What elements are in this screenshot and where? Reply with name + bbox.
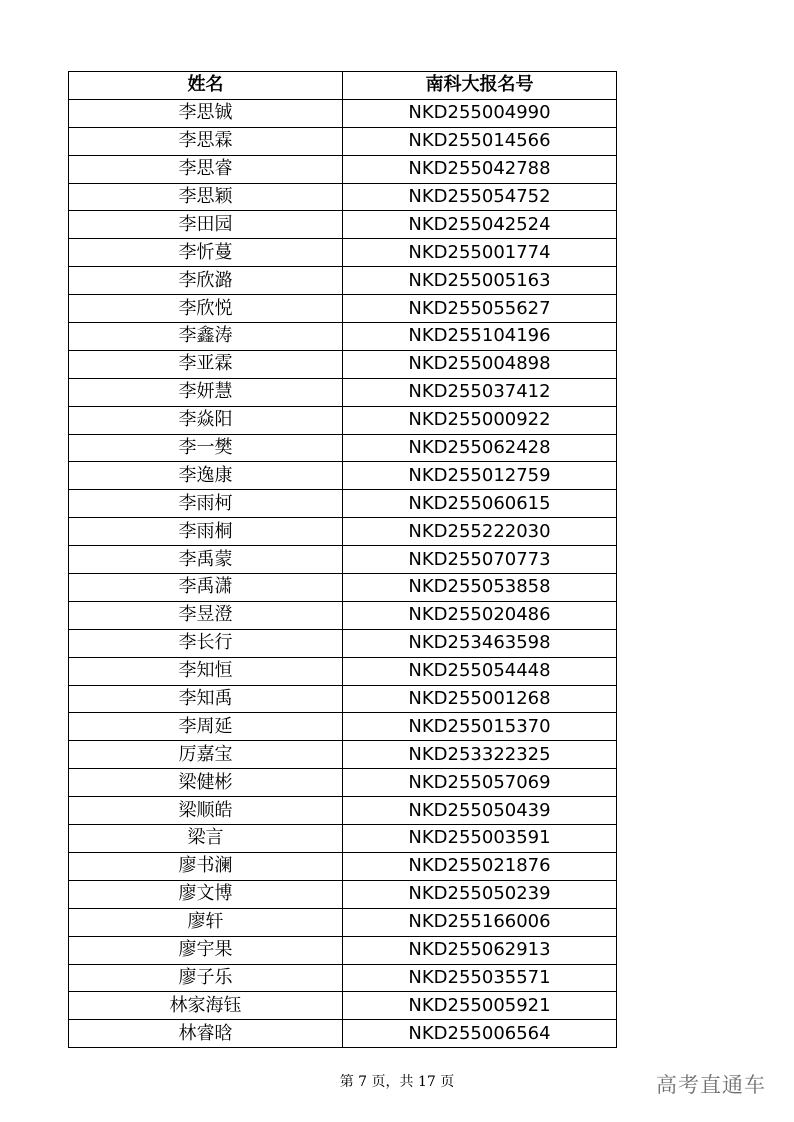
cell-registration-number: NKD255035571: [343, 964, 617, 992]
cell-name: 李长行: [69, 629, 343, 657]
cell-registration-number: NKD253322325: [343, 741, 617, 769]
cell-registration-number: NKD255037412: [343, 378, 617, 406]
cell-name: 李鑫涛: [69, 323, 343, 351]
cell-registration-number: NKD255001268: [343, 685, 617, 713]
table-row: [69, 713, 617, 741]
cell-registration-number: NKD255001774: [343, 239, 617, 267]
cell-name: 林家海钰: [69, 992, 343, 1020]
cell-name: 李知恒: [69, 657, 343, 685]
cell-name: 廖文博: [69, 880, 343, 908]
table-row: [69, 1020, 617, 1048]
table-row: [69, 490, 617, 518]
cell-name: 李欣悦: [69, 295, 343, 323]
table-row: [69, 908, 617, 936]
cell-name: 廖轩: [69, 908, 343, 936]
table-header: [69, 72, 617, 100]
cell-name: 李雨柯: [69, 490, 343, 518]
cell-registration-number: NKD255104196: [343, 323, 617, 351]
header-name: 姓名: [69, 72, 343, 100]
cell-name: 李妍慧: [69, 378, 343, 406]
cell-registration-number: NKD255050439: [343, 797, 617, 825]
table-row: [69, 406, 617, 434]
cell-registration-number: NKD255054448: [343, 657, 617, 685]
cell-registration-number: NKD255014566: [343, 127, 617, 155]
table-row: [69, 267, 617, 295]
cell-registration-number: NKD255042788: [343, 155, 617, 183]
table-body: [69, 99, 617, 1047]
table-row: [69, 462, 617, 490]
cell-name: 李一樊: [69, 434, 343, 462]
table-row: [69, 323, 617, 351]
table-row: [69, 295, 617, 323]
cell-registration-number: NKD255021876: [343, 852, 617, 880]
cell-name: 李禹蒙: [69, 546, 343, 574]
table-row: [69, 211, 617, 239]
table-row: [69, 741, 617, 769]
cell-name: 梁言: [69, 825, 343, 853]
cell-registration-number: NKD255060615: [343, 490, 617, 518]
cell-registration-number: NKD255004990: [343, 99, 617, 127]
cell-registration-number: NKD255000922: [343, 406, 617, 434]
table-row: [69, 769, 617, 797]
cell-name: 梁顺皓: [69, 797, 343, 825]
table-row: [69, 601, 617, 629]
table-row: [69, 825, 617, 853]
page-number: 第 7 页，共 17 页: [339, 1074, 455, 1090]
cell-registration-number: NKD255015370: [343, 713, 617, 741]
table-row: [69, 629, 617, 657]
table-row: [69, 99, 617, 127]
table-row: [69, 936, 617, 964]
cell-registration-number: NKD255006564: [343, 1020, 617, 1048]
table-row: [69, 350, 617, 378]
cell-name: 李思颖: [69, 183, 343, 211]
cell-registration-number: NKD255055627: [343, 295, 617, 323]
cell-name: 梁健彬: [69, 769, 343, 797]
roster-table: [68, 71, 617, 1048]
cell-registration-number: NKD255004898: [343, 350, 617, 378]
cell-registration-number: NKD255042524: [343, 211, 617, 239]
cell-registration-number: NKD255005163: [343, 267, 617, 295]
table-row: [69, 434, 617, 462]
cell-registration-number: NKD255070773: [343, 546, 617, 574]
table-row: [69, 546, 617, 574]
cell-name: 李思铖: [69, 99, 343, 127]
header-registration-number: 南科大报名号: [343, 72, 617, 100]
cell-registration-number: NKD253463598: [343, 629, 617, 657]
table-row: [69, 880, 617, 908]
cell-name: 李雨桐: [69, 518, 343, 546]
table-row: [69, 155, 617, 183]
cell-registration-number: NKD255012759: [343, 462, 617, 490]
cell-name: 李欣潞: [69, 267, 343, 295]
cell-name: 李焱阳: [69, 406, 343, 434]
cell-name: 李亚霖: [69, 350, 343, 378]
cell-registration-number: NKD255166006: [343, 908, 617, 936]
table-row: [69, 239, 617, 267]
cell-registration-number: NKD255062428: [343, 434, 617, 462]
table-row: [69, 574, 617, 602]
cell-name: 李田园: [69, 211, 343, 239]
cell-name: 李思霖: [69, 127, 343, 155]
cell-registration-number: NKD255020486: [343, 601, 617, 629]
table-row: [69, 852, 617, 880]
table-row: [69, 992, 617, 1020]
cell-name: 林睿晗: [69, 1020, 343, 1048]
table-row: [69, 183, 617, 211]
cell-registration-number: NKD255003591: [343, 825, 617, 853]
cell-name: 李昱澄: [69, 601, 343, 629]
cell-registration-number: NKD255050239: [343, 880, 617, 908]
cell-name: 廖宇果: [69, 936, 343, 964]
cell-registration-number: NKD255054752: [343, 183, 617, 211]
cell-registration-number: NKD255222030: [343, 518, 617, 546]
watermark-logo: 高考直通车: [656, 1073, 766, 1097]
cell-name: 李禹潇: [69, 574, 343, 602]
cell-name: 廖书澜: [69, 852, 343, 880]
cell-name: 李知禹: [69, 685, 343, 713]
table-header-row: [69, 72, 617, 100]
cell-name: 李忻蔓: [69, 239, 343, 267]
cell-registration-number: NKD255053858: [343, 574, 617, 602]
table-row: [69, 378, 617, 406]
cell-registration-number: NKD255057069: [343, 769, 617, 797]
table-row: [69, 964, 617, 992]
cell-name: 李思睿: [69, 155, 343, 183]
table-row: [69, 685, 617, 713]
table-row: [69, 127, 617, 155]
cell-name: 李逸康: [69, 462, 343, 490]
cell-name: 廖子乐: [69, 964, 343, 992]
cell-registration-number: NKD255005921: [343, 992, 617, 1020]
table-row: [69, 657, 617, 685]
cell-name: 厉嘉宝: [69, 741, 343, 769]
table-row: [69, 518, 617, 546]
cell-registration-number: NKD255062913: [343, 936, 617, 964]
table-row: [69, 797, 617, 825]
cell-name: 李周延: [69, 713, 343, 741]
